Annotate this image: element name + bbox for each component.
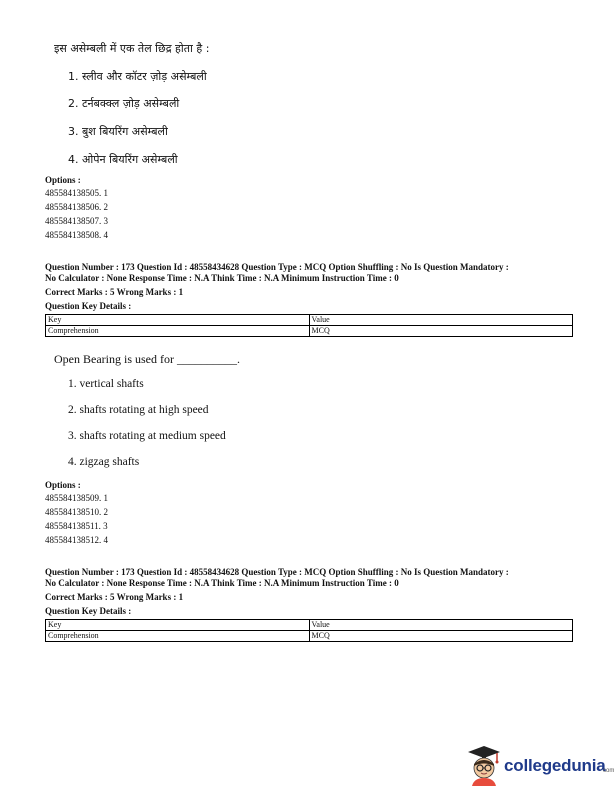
meta-line-1: Question Number : 173 Question Id : 48558434628 Question Type : MCQ Option Shuffling : No Is Question Mandatory : bbox=[45, 262, 509, 272]
option-4: 4. ओपेन बियरिंग असेम्बली bbox=[68, 153, 178, 166]
option-1: 1. vertical shafts bbox=[68, 378, 144, 390]
meta-line-2: No Calculator : None Response Time : N.A Think Time : N.A Minimum Instruction Time : 0 bbox=[45, 578, 399, 588]
key-details-title: Question Key Details : bbox=[45, 606, 132, 616]
key-details-title: Question Key Details : bbox=[45, 301, 132, 311]
key-header: Key bbox=[46, 620, 310, 631]
table-row bbox=[46, 326, 573, 337]
table-row bbox=[46, 631, 573, 642]
key-details-table bbox=[45, 314, 573, 337]
option-2: 2. टर्नबक्क्ल ज़ोड़ असेम्बली bbox=[68, 97, 180, 110]
option-id: 485584138508. 4 bbox=[45, 230, 108, 240]
value-header: Value bbox=[309, 620, 573, 631]
meta-line-1: Question Number : 173 Question Id : 48558434628 Question Type : MCQ Option Shuffling : No Is Question Mandatory : bbox=[45, 567, 509, 577]
option-1: 1. स्लीव और कॉटर ज़ोड़ असेम्बली bbox=[68, 70, 207, 83]
value-cell: MCQ bbox=[309, 631, 573, 642]
option-2: 2. shafts rotating at high speed bbox=[68, 404, 209, 416]
marks-line: Correct Marks : 5 Wrong Marks : 1 bbox=[45, 592, 184, 602]
option-3: 3. बुश बियरिंग असेम्बली bbox=[68, 125, 168, 138]
options-title: Options : bbox=[45, 480, 81, 490]
option-4: 4. zigzag shafts bbox=[68, 456, 140, 468]
option-id: 485584138506. 2 bbox=[45, 202, 108, 212]
question-stem: Open Bearing is used for __________. bbox=[54, 352, 240, 366]
collegedunia-logo bbox=[462, 744, 612, 786]
key-cell: Comprehension bbox=[46, 631, 310, 642]
question-stem: इस असेम्बली में एक तेल छिद्र होता है : bbox=[54, 42, 210, 55]
table-header-row bbox=[46, 315, 573, 326]
options-title: Options : bbox=[45, 175, 81, 185]
key-header: Key bbox=[46, 315, 310, 326]
option-3: 3. shafts rotating at medium speed bbox=[68, 430, 226, 442]
option-id: 485584138505. 1 bbox=[45, 188, 108, 198]
meta-line-2: No Calculator : None Response Time : N.A Think Time : N.A Minimum Instruction Time : 0 bbox=[45, 273, 399, 283]
key-details-table bbox=[45, 619, 573, 642]
question-meta bbox=[45, 567, 575, 589]
logo-text: collegedunia bbox=[504, 756, 606, 775]
value-cell: MCQ bbox=[309, 326, 573, 337]
option-id: 485584138512. 4 bbox=[45, 535, 108, 545]
option-id: 485584138507. 3 bbox=[45, 216, 108, 226]
logo-suffix: com bbox=[603, 768, 614, 774]
value-header: Value bbox=[309, 315, 573, 326]
student-mascot-icon bbox=[462, 744, 502, 786]
key-cell: Comprehension bbox=[46, 326, 310, 337]
option-id: 485584138510. 2 bbox=[45, 507, 108, 517]
table-header-row bbox=[46, 620, 573, 631]
option-id: 485584138509. 1 bbox=[45, 493, 108, 503]
question-meta bbox=[45, 262, 575, 284]
marks-line: Correct Marks : 5 Wrong Marks : 1 bbox=[45, 287, 184, 297]
option-id: 485584138511. 3 bbox=[45, 521, 108, 531]
